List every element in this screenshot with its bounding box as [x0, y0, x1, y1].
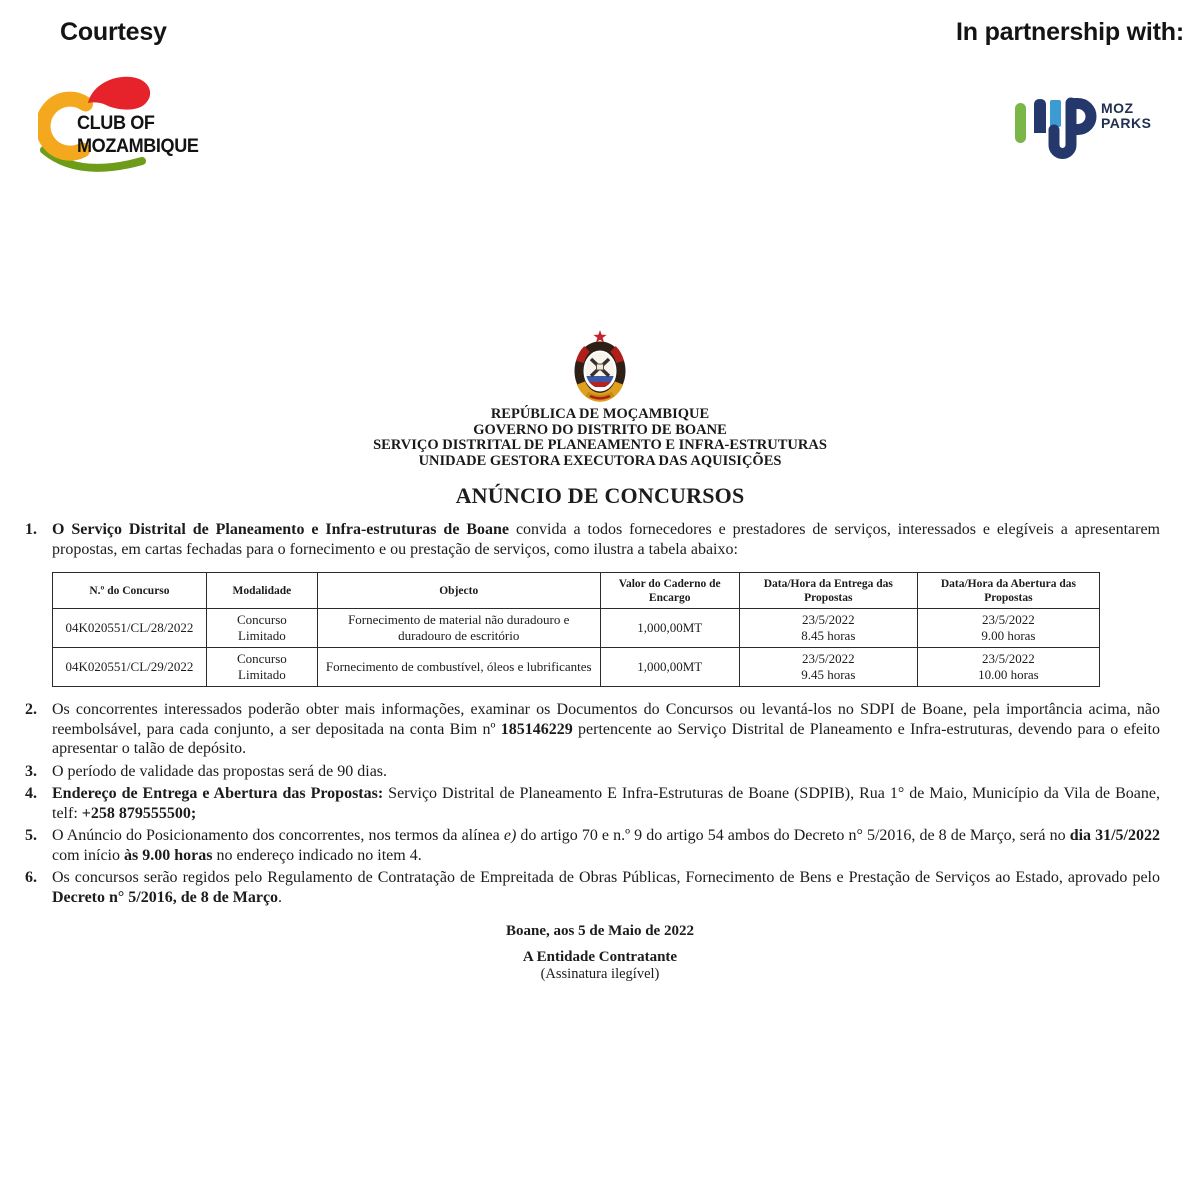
- moz-parks-line1: MOZ: [1101, 100, 1134, 116]
- table-cell: 1,000,00MT: [600, 648, 739, 687]
- org-line-government: GOVERNO DO DISTRITO DE BOANE: [473, 421, 727, 438]
- table-column-header: Valor do Caderno de Encargo: [600, 573, 739, 609]
- club-logo-line1: CLUB OF: [77, 113, 155, 134]
- signatory-line: A Entidade Contratante: [522, 949, 678, 965]
- table-column-header: Data/Hora da Abertura das Propostas: [917, 573, 1099, 609]
- item-number: 5.: [25, 827, 37, 844]
- org-line-service: SERVIÇO DISTRITAL DE PLANEAMENTO E INFRA-ESTRUTURAS: [373, 437, 827, 453]
- table-cell: 23/5/2022 9.00 horas: [917, 609, 1099, 648]
- table-cell: 1,000,00MT: [600, 609, 739, 648]
- club-of-mozambique-logo: [38, 62, 228, 180]
- announcement-item: [25, 868, 1160, 907]
- club-logo-line2: MOZAMBIQUE: [77, 136, 199, 157]
- item-text: O Serviço Distrital de Planeamento e Infra-estruturas de Boane convida a todos fornecedores e prestadores de serviços, interessados e elegíveis a apresentarem propostas, em cartas fechadas para o fornecimento e ou prestação de serviços, como ilustra a tabela abaixo:: [52, 521, 1160, 558]
- announcement-item: [25, 700, 1160, 759]
- emblem-wrap: [0, 328, 1200, 404]
- item-text: Os concorrentes interessados poderão obter mais informações, examinar os Documentos do Concursos ou levantá-los no SDPI de Boane, pela importância acima, não reembolsável, para cada conjunto, a ser depositada na conta Bim nº 185146229 pertencente ao Serviço Distrital de Planeamento e Infra-estruturas, devendo para o efeito apresentar o talão de depósito.: [52, 701, 1160, 757]
- courtesy-label: Courtesy: [60, 18, 167, 46]
- tenders-table: [52, 572, 1100, 687]
- partnership-label: In partnership with:: [956, 18, 1184, 46]
- table-column-header: Objecto: [317, 573, 600, 609]
- org-header: [0, 407, 1200, 469]
- table-body: [53, 609, 1100, 687]
- item-text: O período de validade das propostas será de 90 dias.: [52, 762, 388, 780]
- org-line-republic: REPÚBLICA DE MOÇAMBIQUE: [490, 406, 710, 422]
- moz-parks-logo-text: [1101, 101, 1151, 130]
- table-cell: 23/5/2022 9.45 horas: [739, 648, 917, 687]
- table-cell: Fornecimento de combustível, óleos e lubrificantes: [317, 648, 600, 687]
- item-text: Endereço de Entrega e Abertura das Propostas: Serviço Distrital de Planeamento E Infra-Estruturas de Boane (SDPIB), Rua 1° de Maio, Município da Vila de Boane, telf: +258 879555500;: [52, 785, 1161, 822]
- item-number: 3.: [25, 762, 37, 780]
- org-line-unit: UNIDADE GESTORA EXECUTORA DAS AQUISIÇÕES: [418, 452, 782, 469]
- item-number: 2.: [25, 701, 37, 718]
- item-number: 6.: [25, 869, 37, 886]
- table-row: [53, 609, 1100, 648]
- moz-parks-line2: PARKS: [1101, 114, 1152, 131]
- item-text: O Anúncio do Posicionamento dos concorrentes, nos termos da alínea e) do artigo 70 e n.º 9 do artigo 54 ambos do Decreto n° 5/2016, de 8 de Março, será no dia 31/5/2022 com início às 9.00 horas no endereço indicado no item 4.: [52, 827, 1161, 864]
- table-column-header: N.º do Concurso: [53, 573, 207, 609]
- announcement-item: [25, 784, 1160, 823]
- table-cell: 23/5/2022 10.00 horas: [917, 648, 1099, 687]
- document-footer: [0, 923, 1200, 983]
- table-header-row: [53, 573, 1100, 609]
- announcement-items-top: [25, 520, 1160, 559]
- table-cell: 04K020551/CL/28/2022: [53, 609, 207, 648]
- item-number: 4.: [25, 785, 37, 802]
- table-column-header: Modalidade: [206, 573, 317, 609]
- signature-note: (Assinatura ilegível): [540, 966, 660, 982]
- place-date-line: Boane, aos 5 de Maio de 2022: [506, 923, 694, 939]
- item-number: 1.: [25, 521, 37, 538]
- moz-parks-logo: [1008, 88, 1168, 168]
- table-cell: Concurso Limitado: [206, 648, 317, 687]
- table-cell: Fornecimento de material não duradouro e duradouro de escritório: [317, 609, 600, 648]
- announcement-document: [0, 328, 1200, 983]
- club-logo-text: [77, 112, 199, 158]
- table-cell: Concurso Limitado: [206, 609, 317, 648]
- table-row: [53, 648, 1100, 687]
- announcement-item: [25, 762, 1160, 782]
- announcement-item: [25, 520, 1160, 559]
- table-column-header: Data/Hora da Entrega das Propostas: [739, 573, 917, 609]
- announcement-item: [25, 826, 1160, 865]
- mozambique-coat-of-arms-icon: [571, 328, 629, 404]
- announcement-items-bottom: [25, 700, 1160, 907]
- table-cell: 23/5/2022 8.45 horas: [739, 609, 917, 648]
- item-text: Os concursos serão regidos pelo Regulamento de Contratação de Empreitada de Obras Públicas, Fornecimento de Bens e Prestação de Serviços ao Estado, aprovado pelo Decreto n° 5/2016, de 8 de Março.: [52, 869, 1160, 906]
- table-cell: 04K020551/CL/29/2022: [53, 648, 207, 687]
- page-title: ANÚNCIO DE CONCURSOS: [455, 483, 745, 508]
